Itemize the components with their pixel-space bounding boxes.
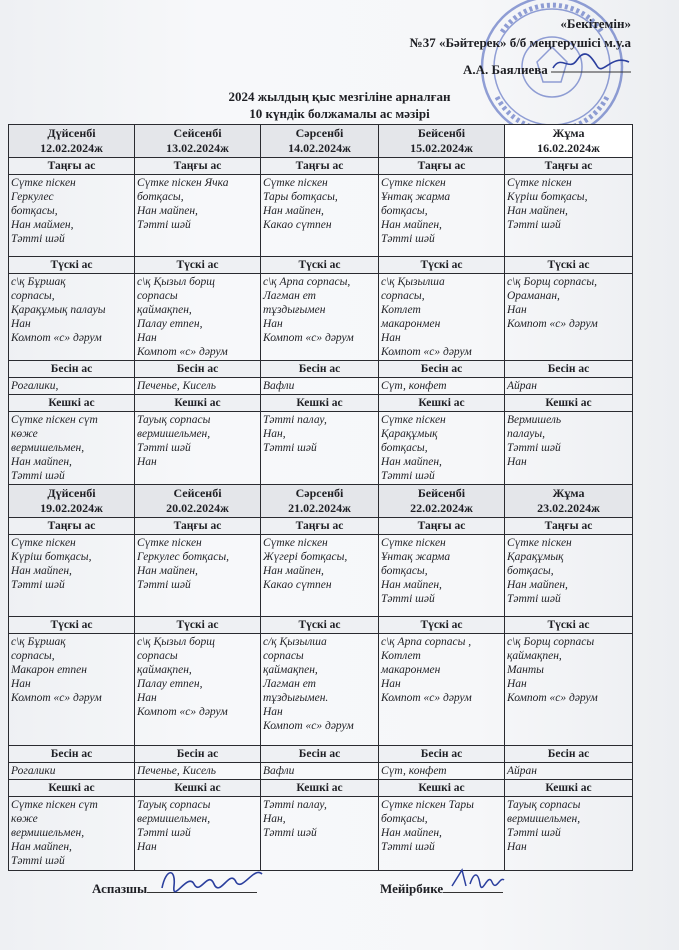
meal-label: Түскі ас bbox=[379, 617, 505, 634]
day-header: Бейсенбі 15.02.2024ж bbox=[379, 125, 505, 158]
meal-label: Түскі ас bbox=[9, 257, 135, 274]
dish-cell: Сүтке піскен Күріш ботқасы, Нан майпен, Тәтті шәй bbox=[505, 175, 633, 257]
dish-cell: Сүтке піскен Ячка ботқасы, Нан майпен, Тәтті шәй bbox=[135, 175, 261, 257]
dish-cell: с\қ Қызылша сорпасы, Котлет макаронмен Нан Компот «с» дәрум bbox=[379, 274, 505, 361]
meal-label: Түскі ас bbox=[505, 617, 633, 634]
day-header: Жұма 23.02.2024ж bbox=[505, 485, 633, 518]
menu-title-line2: 10 күндік болжамалы ас мәзірі bbox=[249, 106, 430, 121]
dish-cell: Сүтке піскен Ұнтақ жарма ботқасы, Нан майпен, Тәтті шәй bbox=[379, 175, 505, 257]
dish-row bbox=[9, 274, 633, 361]
meal-label: Таңғы ас bbox=[379, 158, 505, 175]
meal-label: Түскі ас bbox=[135, 257, 261, 274]
meal-label: Кешкі ас bbox=[505, 780, 633, 797]
menu-title-line1: 2024 жылдың қыс мезгіліне арналған bbox=[228, 89, 451, 104]
approval-block bbox=[410, 14, 631, 79]
snack-cell: Рогалики, bbox=[9, 378, 135, 395]
dish-cell: Тәтті палау, Нан, Тәтті шәй bbox=[261, 412, 379, 485]
days-row bbox=[9, 125, 633, 158]
meal-label: Бесін ас bbox=[505, 361, 633, 378]
meal-label-row bbox=[9, 158, 633, 175]
approval-title: «Бекітемін» bbox=[560, 16, 631, 31]
meal-label: Кешкі ас bbox=[379, 780, 505, 797]
meal-label: Түскі ас bbox=[261, 257, 379, 274]
meal-label: Түскі ас bbox=[261, 617, 379, 634]
meal-label: Бесін ас bbox=[9, 746, 135, 763]
meal-label: Бесін ас bbox=[379, 746, 505, 763]
dish-cell: с/қ Қызылша сорпасы қаймақпен, Лагман ет тұздығымен. Нан Компот «с» дәрум bbox=[261, 634, 379, 746]
meal-label: Таңғы ас bbox=[379, 518, 505, 535]
snack-cell: Вафли bbox=[261, 378, 379, 395]
day-header: Бейсенбі 22.02.2024ж bbox=[379, 485, 505, 518]
meal-label: Таңғы ас bbox=[9, 518, 135, 535]
meal-label: Түскі ас bbox=[379, 257, 505, 274]
day-header: Дүйсенбі 19.02.2024ж bbox=[9, 485, 135, 518]
approval-name: А.А. Баялиева bbox=[463, 62, 548, 77]
menu-title bbox=[0, 88, 679, 122]
dish-cell: с\қ Борщ сорпасы қаймақпен, Манты Нан Компот «с» дәрум bbox=[505, 634, 633, 746]
meal-label: Түскі ас bbox=[135, 617, 261, 634]
meal-label: Бесін ас bbox=[135, 746, 261, 763]
dish-row bbox=[9, 175, 633, 257]
dish-cell: Вермишель палауы, Тәтті шәй Нан bbox=[505, 412, 633, 485]
dish-cell: с\қ Қызыл борщ сорпасы қаймақпен, Палау етпен, Нан Компот «с» дәрум bbox=[135, 274, 261, 361]
meal-label-row bbox=[9, 780, 633, 797]
meal-label: Бесін ас bbox=[261, 361, 379, 378]
meal-label: Бесін ас bbox=[9, 361, 135, 378]
meal-label-row bbox=[9, 361, 633, 378]
dish-row bbox=[9, 797, 633, 871]
day-header: Сейсенбі 20.02.2024ж bbox=[135, 485, 261, 518]
dish-cell: с\қ Борщ сорпасы, Ораманан, Нан Компот «с» дәрум bbox=[505, 274, 633, 361]
dish-cell: Тауық сорпасы вермишельмен, Тәтті шәй Нан bbox=[505, 797, 633, 871]
dish-row bbox=[9, 412, 633, 485]
meal-label-row bbox=[9, 617, 633, 634]
meal-label: Кешкі ас bbox=[135, 780, 261, 797]
meal-label-row bbox=[9, 395, 633, 412]
meal-label: Таңғы ас bbox=[135, 518, 261, 535]
dish-cell: с\қ Арпа сорпасы, Лагман ет тұздығымен Нан Компот «с» дәрум bbox=[261, 274, 379, 361]
day-header: Дүйсенбі 12.02.2024ж bbox=[9, 125, 135, 158]
dish-cell: Сүтке піскен Жүгері ботқасы, Нан майпен, Какао сүтпен bbox=[261, 535, 379, 617]
day-header: Сейсенбі 13.02.2024ж bbox=[135, 125, 261, 158]
menu-table-week1 bbox=[8, 124, 633, 871]
dish-cell: с\қ Бұршақ сорпасы, Макарон етпен Нан Компот «с» дәрум bbox=[9, 634, 135, 746]
director-signature bbox=[551, 52, 631, 74]
cook-signature bbox=[158, 862, 268, 898]
dish-cell: Тауық сорпасы вермишельмен, Тәтті шәй Нан bbox=[135, 797, 261, 871]
dish-cell: Сүтке піскен Тары ботқасы, Нан майпен, Какао сүтпен bbox=[261, 175, 379, 257]
nurse-label: Мейірбике bbox=[380, 881, 444, 896]
meal-label: Кешкі ас bbox=[9, 395, 135, 412]
meal-label: Түскі ас bbox=[505, 257, 633, 274]
dish-cell: Сүтке піскен Қарақұмық ботқасы, Нан майпен, Тәтті шәй bbox=[379, 412, 505, 485]
snack-cell: Печенье, Кисель bbox=[135, 378, 261, 395]
dish-row bbox=[9, 634, 633, 746]
dish-cell: Сүтке піскен Геркулес ботқасы, Нан маймен, Тәтті шәй bbox=[9, 175, 135, 257]
snack-cell: Сүт, конфет bbox=[379, 378, 505, 395]
dish-cell: Сүтке піскен Күріш ботқасы, Нан майпен, Тәтті шәй bbox=[9, 535, 135, 617]
nurse-signature bbox=[448, 866, 508, 892]
meal-label: Таңғы ас bbox=[261, 158, 379, 175]
dish-cell: Сүтке піскен сүт көже вермишельмен, Нан майпен, Тәтті шәй bbox=[9, 412, 135, 485]
meal-label: Кешкі ас bbox=[505, 395, 633, 412]
approval-name-row bbox=[410, 52, 631, 79]
dish-cell: с\қ Қызыл борщ сорпасы қаймақпен, Палау етпен, Нан Компот «с» дәрум bbox=[135, 634, 261, 746]
meal-label: Кешкі ас bbox=[135, 395, 261, 412]
dish-cell: Сүтке піскен Ұнтақ жарма ботқасы, Нан майпен, Тәтті шәй bbox=[379, 535, 505, 617]
meal-label: Таңғы ас bbox=[505, 518, 633, 535]
snack-cell: Айран bbox=[505, 763, 633, 780]
meal-label: Кешкі ас bbox=[9, 780, 135, 797]
dish-cell: Сүтке піскен сүт көже вермишельмен, Нан майпен, Тәтті шәй bbox=[9, 797, 135, 871]
meal-label: Түскі ас bbox=[9, 617, 135, 634]
meal-label: Кешкі ас bbox=[261, 780, 379, 797]
day-header: Сәрсенбі 21.02.2024ж bbox=[261, 485, 379, 518]
meal-label: Таңғы ас bbox=[261, 518, 379, 535]
day-header: Сәрсенбі 14.02.2024ж bbox=[261, 125, 379, 158]
days-row bbox=[9, 485, 633, 518]
meal-label-row bbox=[9, 518, 633, 535]
meal-label-row bbox=[9, 257, 633, 274]
dish-cell: Тәтті палау, Нан, Тәтті шәй bbox=[261, 797, 379, 871]
meal-label: Таңғы ас bbox=[135, 158, 261, 175]
meal-label: Бесін ас bbox=[135, 361, 261, 378]
cook-label: Аспазшы bbox=[92, 881, 148, 896]
meal-label: Бесін ас bbox=[505, 746, 633, 763]
snack-cell: Вафли bbox=[261, 763, 379, 780]
snack-cell: Печенье, Кисель bbox=[135, 763, 261, 780]
dish-cell: с\қ Бұршақ сорпасы, Қарақұмық палауы Нан Компот «с» дәрум bbox=[9, 274, 135, 361]
dish-cell: Сүтке піскен Қарақұмық ботқасы, Нан майпен, Тәтті шәй bbox=[505, 535, 633, 617]
day-header: Жұма 16.02.2024ж bbox=[505, 125, 633, 158]
dish-cell: Сүтке піскен Тары ботқасы, Нан майпен, Тәтті шәй bbox=[379, 797, 505, 871]
snack-cell: Айран bbox=[505, 378, 633, 395]
dish-cell: с\қ Арпа сорпасы , Котлет макаронмен Нан Компот «с» дәрум bbox=[379, 634, 505, 746]
meal-label: Бесін ас bbox=[261, 746, 379, 763]
approval-position: №37 «Бәйтерек» б/б меңгерушісі м.у.а bbox=[409, 35, 631, 50]
meal-label: Таңғы ас bbox=[9, 158, 135, 175]
meal-label-row bbox=[9, 746, 633, 763]
meal-label: Кешкі ас bbox=[379, 395, 505, 412]
dish-cell: Тауық сорпасы вермишельмен, Тәтті шәй Нан bbox=[135, 412, 261, 485]
meal-label: Кешкі ас bbox=[261, 395, 379, 412]
dish-row bbox=[9, 535, 633, 617]
meal-label: Таңғы ас bbox=[505, 158, 633, 175]
snack-cell: Сүт, конфет bbox=[379, 763, 505, 780]
dish-row bbox=[9, 378, 633, 395]
dish-cell: Сүтке піскен Геркулес ботқасы, Нан майпен, Тәтті шәй bbox=[135, 535, 261, 617]
snack-cell: Рогалики bbox=[9, 763, 135, 780]
meal-label: Бесін ас bbox=[379, 361, 505, 378]
dish-row bbox=[9, 763, 633, 780]
